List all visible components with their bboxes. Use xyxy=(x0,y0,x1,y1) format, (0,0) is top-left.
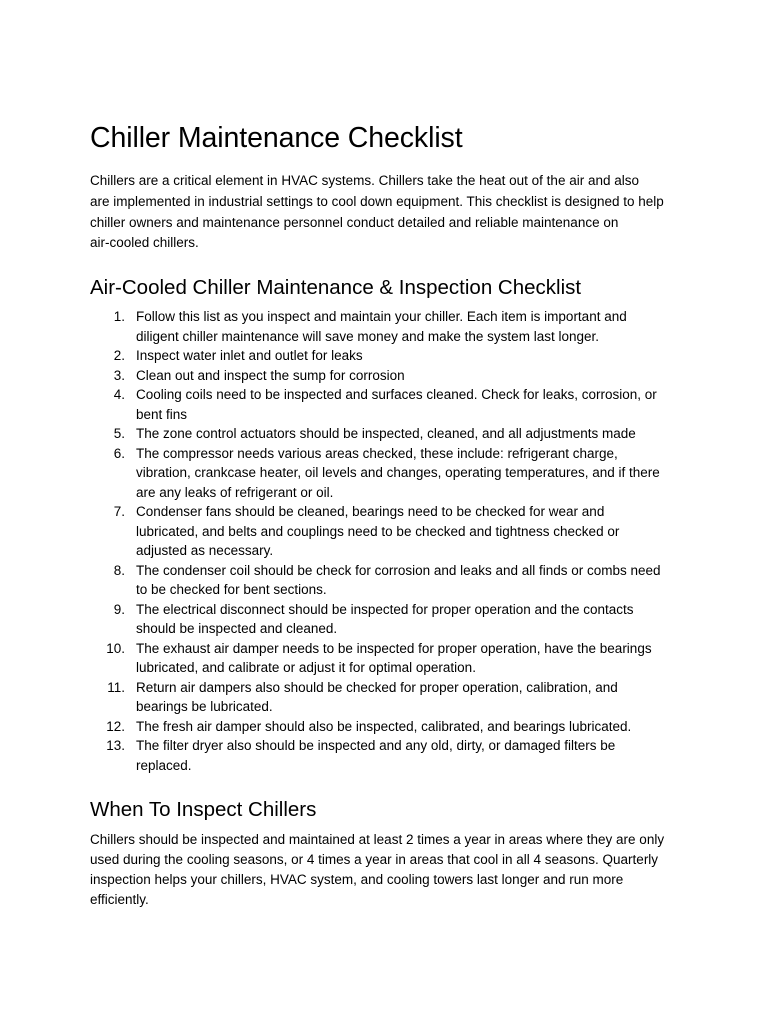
checklist-item xyxy=(90,736,690,775)
checklist-item-text: The filter dryer also should be inspected and any old, dirty, or damaged filters be xyxy=(136,738,616,753)
checklist-item-text: The electrical disconnect should be inspected for proper operation and the contacts xyxy=(136,601,634,617)
checklist-item xyxy=(90,424,690,444)
intro-line: are implemented in industrial settings to cool down equipment. This checklist is designed to help xyxy=(90,193,664,209)
checklist-item-text: adjusted as necessary. xyxy=(136,543,274,558)
checklist-item-text: Follow this list as you inspect and maintain your chiller. Each item is important and xyxy=(136,309,627,324)
checklist-item-text: Condenser fans should be cleaned, bearings need to be checked for wear and xyxy=(136,504,605,519)
closing-line: used during the cooling seasons, or 4 times a year in areas that cool in all 4 seasons. Quarterly xyxy=(90,852,659,867)
when-to-inspect-paragraph xyxy=(90,830,688,910)
checklist-item-number: 4. xyxy=(113,387,125,402)
checklist-item-text: The compressor needs various areas checked, these include: refrigerant charge, xyxy=(136,445,618,461)
checklist-item-number: 8. xyxy=(113,562,125,578)
checklist-item-number: 2. xyxy=(113,348,125,363)
checklist-item-number: 5. xyxy=(113,426,125,441)
checklist-item-number: 12. xyxy=(106,718,125,734)
checklist-item-text: Inspect water inlet and outlet for leaks xyxy=(136,348,363,363)
closing-line: efficiently. xyxy=(90,892,149,907)
checklist-item-text: lubricated, and belts and couplings need to be checked and tightness checked or xyxy=(136,523,620,539)
checklist-item-number: 1. xyxy=(113,309,125,324)
closing-line: Chillers should be inspected and maintained at least 2 times a year in areas where they are only xyxy=(90,832,665,847)
checklist-item xyxy=(90,346,690,366)
page-title: Chiller Maintenance Checklist xyxy=(90,122,463,154)
checklist-item-number: 13. xyxy=(106,738,125,753)
checklist-item-text: are any leaks of refrigerant or oil. xyxy=(136,484,334,500)
when-to-inspect-heading: When To Inspect Chillers xyxy=(90,798,317,821)
checklist-item xyxy=(90,639,690,678)
checklist-item xyxy=(90,717,690,737)
intro-line: air-cooled chillers. xyxy=(90,235,199,251)
intro-paragraph xyxy=(90,171,688,254)
checklist-item-text: to be checked for bent sections. xyxy=(136,582,327,597)
checklist-item-text: diligent chiller maintenance will save money and make the system last longer. xyxy=(136,328,599,344)
checklist-item xyxy=(90,385,690,424)
intro-line: chiller owners and maintenance personnel conduct detailed and reliable maintenance on xyxy=(90,214,619,230)
checklist-item xyxy=(90,600,690,639)
checklist-heading: Air-Cooled Chiller Maintenance & Inspection Checklist xyxy=(90,276,582,299)
intro-line: Chillers are a critical element in HVAC systems. Chillers take the heat out of the air and also xyxy=(90,173,639,188)
checklist-item-text: Clean out and inspect the sump for corrosion xyxy=(136,367,405,383)
checklist-item xyxy=(90,678,690,717)
checklist-item xyxy=(90,561,690,600)
checklist-item-text: The fresh air damper should also be inspected, calibrated, and bearings lubricated. xyxy=(136,718,632,734)
checklist-item-number: 6. xyxy=(113,445,125,461)
checklist-item-text: bearings be lubricated. xyxy=(136,699,273,714)
checklist-item xyxy=(90,502,690,561)
maintenance-checklist xyxy=(90,307,690,775)
checklist-item-text: Cooling coils need to be inspected and surfaces cleaned. Check for leaks, corrosion, or xyxy=(136,387,657,402)
checklist-item-number: 10. xyxy=(106,640,125,656)
checklist-item-number: 11. xyxy=(107,679,125,695)
checklist-item-text: The condenser coil should be check for corrosion and leaks and all finds or combs need xyxy=(136,562,661,578)
checklist-item-number: 7. xyxy=(113,504,125,519)
checklist-item-number: 3. xyxy=(113,367,125,383)
checklist-item-number: 9. xyxy=(113,601,125,617)
checklist-item-text: replaced. xyxy=(136,757,192,773)
checklist-item xyxy=(90,366,690,386)
checklist-item-text: lubricated, and calibrate or adjust it for optimal operation. xyxy=(136,660,476,675)
checklist-item xyxy=(90,444,690,503)
closing-line: inspection helps your chillers, HVAC system, and cooling towers last longer and run more xyxy=(90,872,624,887)
checklist-item-text: The exhaust air damper needs to be inspected for proper operation, have the bearings xyxy=(136,640,652,656)
checklist-item-text: bent fins xyxy=(136,406,188,422)
checklist-item-text: Return air dampers also should be checked for proper operation, calibration, and xyxy=(136,679,618,695)
checklist-item-text: The zone control actuators should be inspected, cleaned, and all adjustments made xyxy=(136,426,636,441)
checklist-item xyxy=(90,307,690,346)
checklist-item-text: vibration, crankcase heater, oil levels and changes, operating temperatures, and if there xyxy=(136,465,660,480)
checklist-item-text: should be inspected and cleaned. xyxy=(136,621,338,636)
